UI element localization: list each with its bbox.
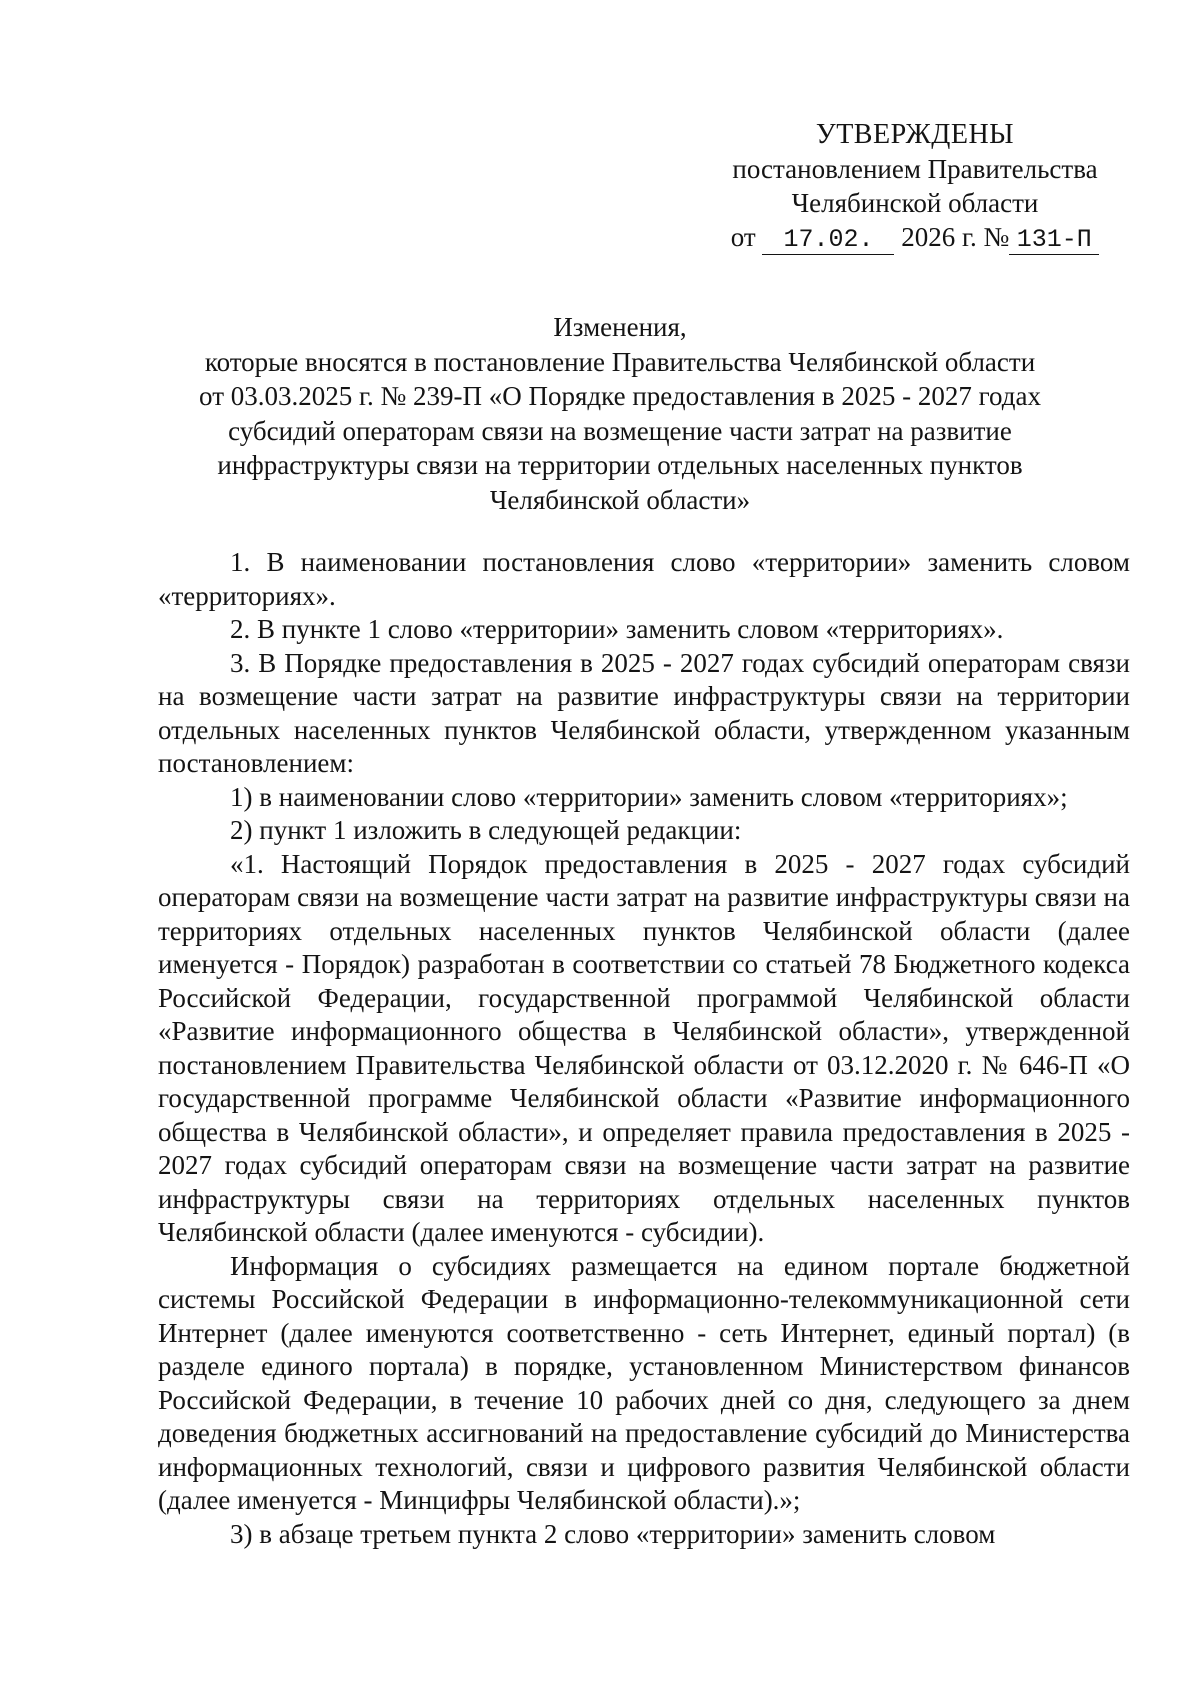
title-line-1: Изменения, bbox=[553, 312, 687, 342]
title-line-3: от 03.03.2025 г. № 239-П «О Порядке предоставления в 2025 - 2027 годах bbox=[199, 381, 1041, 411]
approval-stamp-block bbox=[700, 118, 1130, 255]
body-paragraph: 2) пункт 1 изложить в следующей редакции: bbox=[230, 815, 742, 845]
body-paragraph: 1. В наименовании постановления слово «территории» заменить словом «территориях». bbox=[158, 547, 1130, 611]
year-text: 2026 г. № bbox=[901, 222, 1010, 252]
title-line-4: субсидий операторам связи на возмещение части затрат на развитие bbox=[228, 415, 1012, 446]
title-line-6: Челябинской области» bbox=[489, 484, 751, 515]
approval-line-2: Челябинской области bbox=[791, 188, 1039, 218]
document-body bbox=[158, 546, 1130, 1551]
approval-line-1: постановлением Правительства bbox=[732, 154, 1098, 184]
title-line-2: которые вносятся в постановление Правительства Челябинской области bbox=[204, 346, 1036, 377]
date-prefix: от bbox=[730, 222, 756, 252]
body-paragraph: 2. В пункте 1 слово «территории» заменить словом «территориях». bbox=[230, 614, 1004, 644]
document-number: 131-П bbox=[1009, 226, 1099, 255]
body-paragraph: Информация о субсидиях размещается на едином портале бюджетной системы Российской Федерации в информационно-телекоммуникационной сети Интернет (далее именуются соответственно - сеть Интернет, единый портал) (в разделе единого портала) в порядке, установленном Министерством финансов Российской Федерации, в течение 10 рабочих дней со дня, следующего за днем доведения бюджетных ассигнований на предоставление субсидий до Министерства информационных технологий, связи и цифрового развития Челябинской области (далее именуется - Минцифры Челябинской области).»; bbox=[158, 1250, 1130, 1515]
body-paragraph: «1. Настоящий Порядок предоставления в 2025 - 2027 годах субсидий операторам связи на возмещение части затрат на развитие инфраструктуры связи на территориях отдельных населенных пунктов Челябинской области (далее именуется - Порядок) разработан в соответствии со статьей 78 Бюджетного кодекса Российской Федерации, государственной программой Челябинской области «Развитие информационного общества в Челябинской области», утвержденной постановлением Правительства Челябинской области от 03.12.2020 г. № 646-П «О государственной программе Челябинской области «Развитие информационного общества в Челябинской области», и определяет правила предоставления в 2025 - 2027 годах субсидий операторам связи на возмещение части затрат на развитие инфраструктуры связи на территориях отдельных населенных пунктов Челябинской области (далее именуются - субсидии). bbox=[158, 848, 1130, 1247]
date-value: 17.02. bbox=[762, 226, 894, 255]
approval-date-line bbox=[700, 220, 1130, 255]
document-title bbox=[160, 310, 1080, 517]
title-line-5: инфраструктуры связи на территории отдельных населенных пунктов bbox=[217, 450, 1023, 480]
body-paragraph: 1) в наименовании слово «территории» заменить словом «территориях»; bbox=[230, 781, 1068, 812]
body-paragraph: 3. В Порядке предоставления в 2025 - 2027 годах субсидий операторам связи на возмещение части затрат на развитие инфраструктуры связи на территории отдельных населенных пунктов Челябинской области, утвержденном указанным постановлением: bbox=[158, 647, 1130, 778]
approval-heading: УТВЕРЖДЕНЫ bbox=[815, 119, 1015, 150]
body-paragraph: 3) в абзаце третьем пункта 2 слово «территории» заменить словом bbox=[230, 1518, 996, 1549]
